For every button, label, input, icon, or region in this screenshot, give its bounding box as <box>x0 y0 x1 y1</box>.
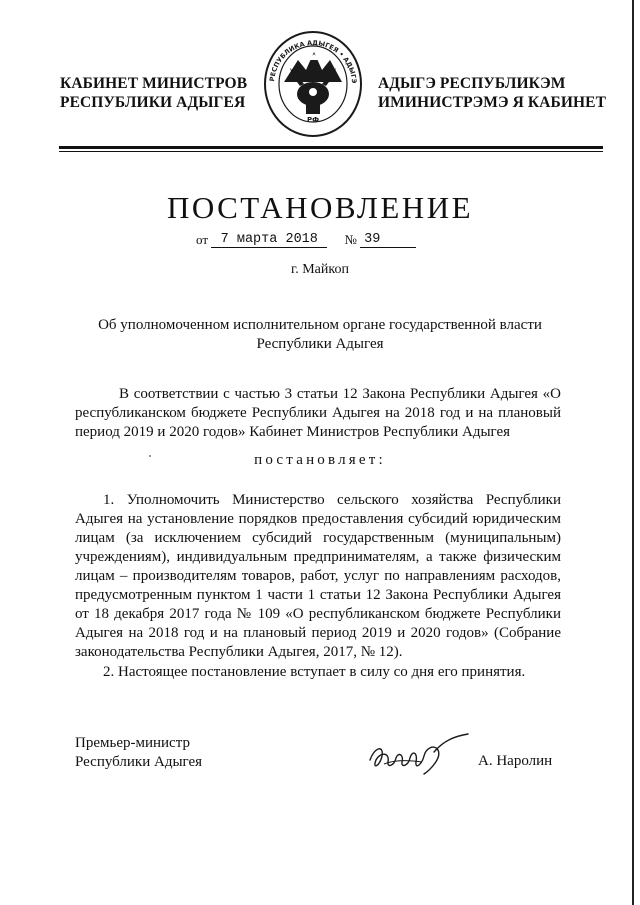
header-right-line-2: ИМИНИСТРЭМЭ Я КАБИНЕТ <box>378 94 607 111</box>
document-type-title: ПОСТАНОВЛЕНИЕ <box>166 190 474 225</box>
coat-of-arms-icon <box>262 30 364 142</box>
header-left-line-1: КАБИНЕТ МИНИСТРОВ <box>60 75 248 92</box>
signatory-title-line-1: Премьер-министр <box>75 735 190 751</box>
signatory-name: А. Наролин <box>478 753 553 769</box>
date-number-line <box>196 232 416 248</box>
document-subject <box>0 316 640 354</box>
city: г. Майкоп <box>291 262 349 277</box>
header-right-org <box>378 74 618 112</box>
number-label: № <box>344 232 357 247</box>
preamble-paragraph: В соответствии с частью 3 статьи 12 Закона Республики Адыгея «О республиканском бюджете Республики Адыгея на 2018 год и на плановый период 2019 и 2020 годов» Кабинет Министров Республики Адыгея <box>75 386 561 440</box>
header-rule-thick <box>59 146 603 149</box>
header-rule-thin <box>59 151 603 152</box>
header-left-line-2: РЕСПУБЛИКИ АДЫГЕЯ <box>60 94 246 111</box>
decree-word: постановляет: <box>254 452 386 468</box>
date-value: 7 марта 2018 <box>211 232 327 248</box>
subject-line-1: Об уполномоченном исполнительном органе государственной власти <box>98 317 542 333</box>
header-right-line-1: АДЫГЭ РЕСПУБЛИКЭМ <box>378 75 566 92</box>
handwritten-signature <box>364 730 474 780</box>
item-2-paragraph: 2. Настоящее постановление вступает в силу со дня его принятия. <box>103 664 526 680</box>
subject-line-2: Республики Адыгея <box>256 336 384 352</box>
signatory-title <box>75 734 202 772</box>
item-1-paragraph: 1. Уполномочить Министерство сельского хозяйства Республики Адыгея на установление порядков предоставления субсидий юридическим лицам (за исключением субсидий государственным (муниципальным) учреждениям), индивидуальным предпринимателям, а также физическим лицам – производителям товаров, работ, услуг по направлениям расходов, предусмотренным пунктом 1 части 1 статьи 12 Закона Республики Адыгея от 18 декабря 2017 года № 109 «О республиканском бюджете Республики Адыгея на 2018 год и на плановый период 2019 и 2020 годов» (Собрание законодательства Республики Адыгея, 2017, № 12). <box>75 492 561 660</box>
emblem-bottom-text: РФ <box>306 116 320 124</box>
number-value: 39 <box>360 232 416 248</box>
signatory-title-line-2: Республики Адыгея <box>75 754 203 770</box>
header-left-org <box>60 74 260 112</box>
date-label: от <box>196 232 209 247</box>
emblem-ring-text: РЕСПУБЛИКА АДЫГЕЯ • АДЫГЭ <box>268 38 359 84</box>
